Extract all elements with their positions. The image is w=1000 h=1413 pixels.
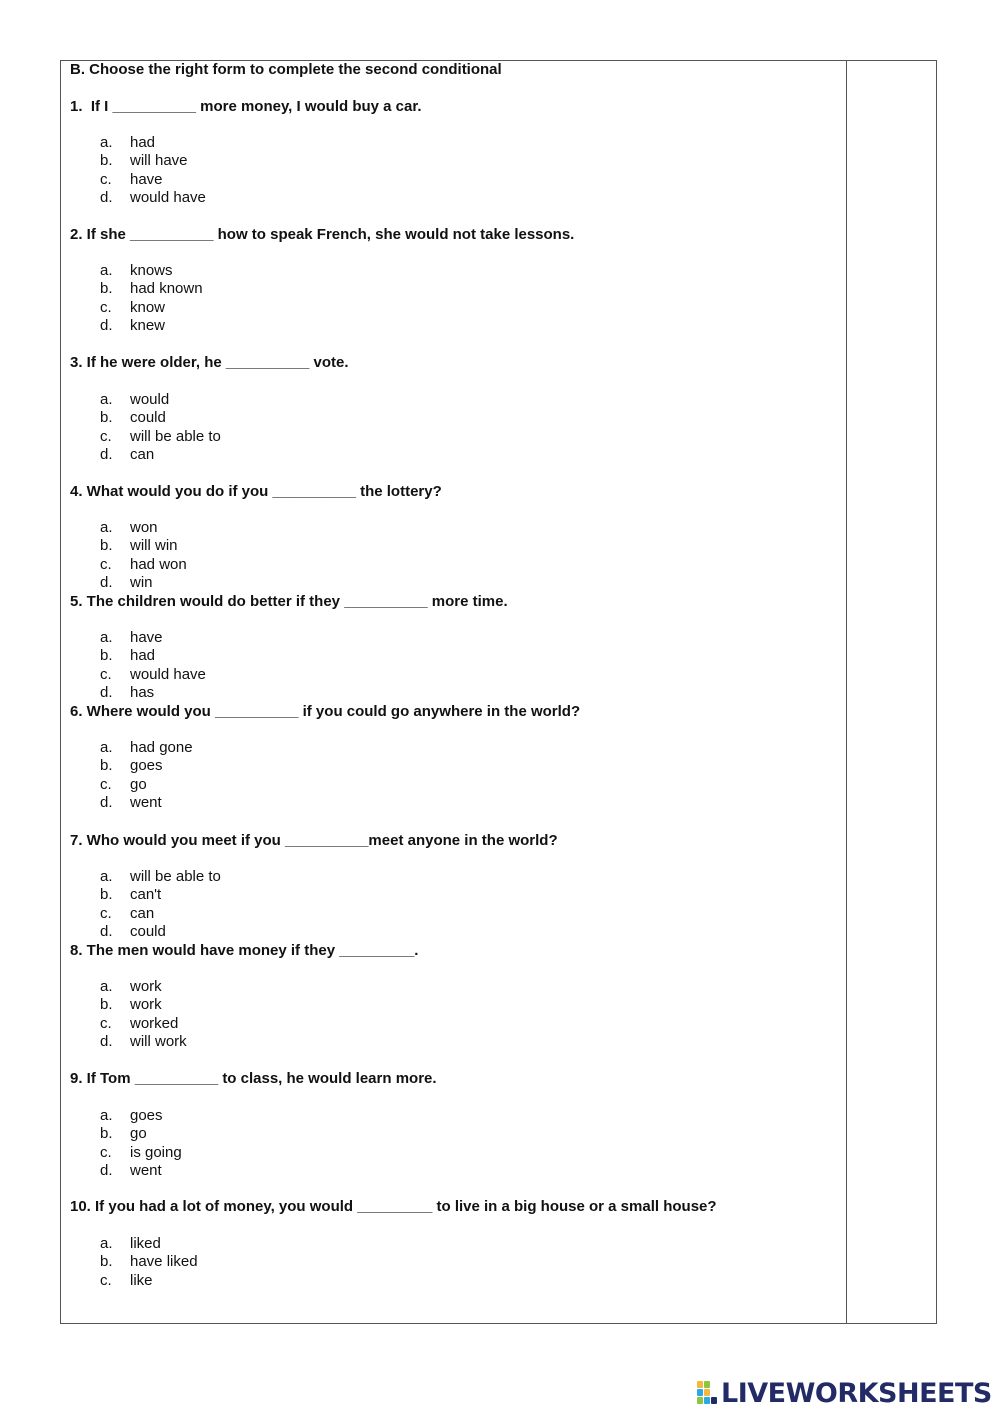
option-6a[interactable]: a. had gone [100,739,193,756]
question-3: 3. If he were older, he __________ vote. [70,354,349,371]
option-1d[interactable]: d. would have [100,189,206,207]
option-6c[interactable]: c. go [100,775,147,793]
option-1a[interactable]: a. had [100,134,156,151]
question-4: 4. What would you do if you __________ the lottery? [70,483,442,500]
option-8a[interactable]: a. work [100,978,162,995]
option-10c[interactable]: c. like [100,1271,153,1289]
option-5c[interactable]: c. would have [100,665,206,683]
option-5a[interactable]: a. have [100,629,163,646]
options-3 [100,391,221,465]
worksheet-table [60,60,937,1324]
option-3d[interactable]: d. can [100,446,155,464]
option-4b[interactable]: b. will win [100,537,178,555]
logo-block-green [704,1381,710,1388]
options-2 [100,262,203,336]
option-2a[interactable]: a. knows [100,262,173,279]
liveworksheets-logo-icon [697,1379,719,1407]
option-7c[interactable]: c. can [100,904,155,922]
logo-block-blue [697,1389,703,1396]
question-1: 1. If I __________ more money, I would buy a car. [70,98,422,115]
option-7b[interactable]: b. can't [100,886,162,904]
option-4a[interactable]: a. won [100,519,158,536]
options-10 [100,1235,198,1290]
options-8 [100,978,187,1052]
options-7 [100,868,221,942]
option-8c[interactable]: c. worked [100,1014,179,1032]
option-6b[interactable]: b. goes [100,757,163,775]
options-6 [100,739,193,813]
option-9d[interactable]: d. went [100,1162,162,1180]
option-10b[interactable]: b. have liked [100,1253,198,1271]
options-1 [100,134,206,208]
question-10: 10. If you had a lot of money, you would _________ to live in a big house or a small house? [70,1198,717,1215]
question-6: 6. Where would you __________ if you could go anywhere in the world? [70,703,581,720]
liveworksheets-logo[interactable] [697,1376,992,1410]
column-divider [846,61,847,1323]
options-9 [100,1107,182,1181]
option-4d[interactable]: d. win [100,574,153,592]
question-2: 2. If she __________ how to speak French, she would not take lessons. [70,226,575,243]
option-4c[interactable]: c. had won [100,555,187,573]
logo-block-yellow [697,1381,703,1388]
section-title: B. Choose the right form to complete the second conditional [70,61,502,78]
question-5: 5. The children would do better if they __________ more time. [70,593,508,610]
options-5 [100,629,206,703]
option-3c[interactable]: c. will be able to [100,427,221,445]
logo-block-dark [711,1397,717,1404]
option-8b[interactable]: b. work [100,996,162,1014]
question-7: 7. Who would you meet if you __________meet anyone in the world? [70,832,558,849]
options-4 [100,519,187,593]
option-5d[interactable]: d. has [100,684,155,702]
option-9b[interactable]: b. go [100,1125,147,1143]
option-7d[interactable]: d. could [100,923,166,941]
option-9c[interactable]: c. is going [100,1143,182,1161]
option-1c[interactable]: c. have [100,170,163,188]
option-9a[interactable]: a. goes [100,1107,163,1124]
question-8: 8. The men would have money if they _________. [70,942,419,959]
logo-block-yellow-2 [704,1389,710,1396]
option-3b[interactable]: b. could [100,409,166,427]
option-8d[interactable]: d. will work [100,1033,187,1051]
option-2c[interactable]: c. know [100,298,166,316]
option-7a[interactable]: a. will be able to [100,868,221,885]
logo-block-blue-2 [704,1397,710,1404]
logo-block-green-2 [697,1397,703,1404]
option-1b[interactable]: b. will have [100,152,188,170]
option-6d[interactable]: d. went [100,794,162,812]
option-2b[interactable]: b. had known [100,280,203,298]
option-5b[interactable]: b. had [100,647,156,665]
question-9: 9. If Tom __________ to class, he would learn more. [70,1070,437,1087]
option-3a[interactable]: a. would [100,391,170,408]
option-2d[interactable]: d. knew [100,317,166,335]
logo-text: LIVEWORKSHEETS [721,1377,992,1409]
option-10a[interactable]: a. liked [100,1235,161,1252]
